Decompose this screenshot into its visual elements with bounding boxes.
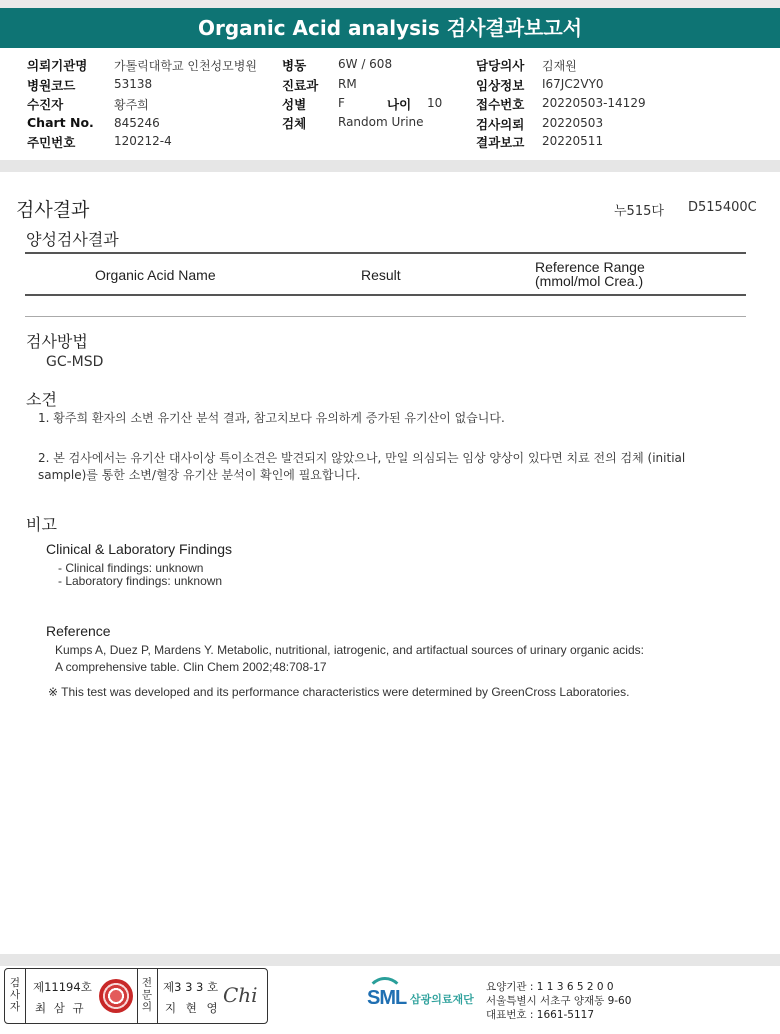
results-heading: 검사결과 [16,199,90,221]
receipt-no-label: 접수번호 [476,97,525,112]
request-date-value: 20220503 [542,116,604,130]
logo-sml-text: SML [367,987,407,1009]
laboratory-findings-item: - Laboratory findings: unknown [58,574,223,588]
clinical-findings-item: - Clinical findings: unknown [58,561,204,575]
column-header-reference [535,260,645,288]
specimen-label: 검체 [282,116,307,131]
phone: 대표번호 : 1661-5117 [486,1009,595,1021]
department-label: 진료과 [282,78,319,93]
hospital-code-label: 병원코드 [27,78,76,93]
remarks-heading: 비고 [26,515,57,534]
department-value: RM [338,77,357,91]
section-divider [25,316,746,317]
sig-divider-2 [137,969,138,1023]
test-code-kr: 누515다 [614,204,664,219]
footer-band [0,954,780,966]
clinical-info-label: 임상정보 [476,78,525,93]
column-header-result: Result [361,267,401,283]
positive-results-heading: 양성검사결과 [26,230,119,249]
examiner-label-text: 검사자 [9,977,21,1013]
collector-value: 황주희 [114,98,149,112]
examiner-label [7,977,23,1031]
sig-divider-1 [25,969,26,1023]
signature-box [4,968,268,1024]
ward-value: 6W / 608 [338,57,393,71]
specialist-label [139,977,155,1031]
specimen-value: Random Urine [338,115,424,129]
report-date-label: 결과보고 [476,135,525,150]
reference-line-2: A comprehensive table. Clin Chem 2002;48:708-17 [55,660,327,674]
chart-no-value: 845246 [114,116,160,130]
specialist-name: 지 현 영 [165,1001,221,1015]
test-code: D515400C [688,200,757,215]
specialist-label-text: 전문의 [141,977,153,1013]
institution-number: 요양기관 : 1 1 3 6 5 2 0 0 [486,981,614,993]
age-label: 나이 [387,97,412,112]
request-date-label: 검사의뢰 [476,117,525,132]
ward-label: 병동 [282,58,307,73]
sig-divider-3 [157,969,158,1023]
hospital-code-value: 53138 [114,77,153,91]
top-strip [0,0,780,8]
sex-label: 성별 [282,97,307,112]
clinical-findings-heading: Clinical & Laboratory Findings [46,541,232,557]
report-date-value: 20220511 [542,134,604,148]
finding-item-1: 1. 황주희 환자의 소변 유기산 분석 결과, 참고치보다 유의하게 증가된 유기산이 없습니다. [38,411,505,425]
clinical-info-value: I67JC2VY0 [542,77,604,91]
method-heading: 검사방법 [26,332,88,351]
doctor-value: 김재원 [542,59,577,73]
official-seal-icon [99,979,133,1013]
method-value: GC-MSD [46,354,104,370]
table-bottom-rule [25,294,746,296]
findings-heading: 소견 [26,390,57,409]
examiner-name: 최 삼 규 [35,1001,86,1015]
receipt-no-value: 20220503-14129 [542,96,646,110]
report-title: Organic Acid analysis 검사결과보고서 [0,8,780,48]
handwritten-signature: Chi [223,983,258,1007]
reference-line-1: Kumps A, Duez P, Mardens Y. Metabolic, nutritional, iatrogenic, and artifactual sources of urinary organic acids: [55,643,644,657]
finding-item-2-line-2: sample)를 통한 소변/혈장 유기산 분석이 확인에 필요합니다. [38,468,361,482]
finding-item-2-line-1: 2. 본 검사에서는 유기산 대사이상 특이소견은 발견되지 않았으나, 만일 의심되는 임상 양상이 있다면 치료 전의 검체 (initial [38,451,686,465]
sex-value: F [338,96,345,110]
address: 서울특별시 서초구 양재동 9-60 [486,995,632,1007]
patient-info-block [0,48,780,160]
column-header-name: Organic Acid Name [95,267,216,283]
separator-band [0,160,780,172]
doctor-label: 담당의사 [476,58,525,73]
logo-org-name: 삼광의료재단 [410,993,474,1006]
institution-value: 가톨릭대학교 인천성모병원 [114,59,257,73]
performance-note: ※ This test was developed and its performance characteristics were determined by GreenCross Laboratories. [48,685,630,699]
chart-no-label: Chart No. [27,115,94,130]
table-top-rule [25,252,746,254]
resident-no-value: 120212-4 [114,134,172,148]
specialist-no: 제3 3 3 호 [163,980,219,994]
reference-range-unit: (mmol/mol Crea.) [535,273,644,289]
collector-label: 수진자 [27,97,64,112]
resident-no-label: 주민번호 [27,135,76,150]
reference-heading: Reference [46,623,111,639]
examiner-no: 제11194호 [33,980,92,994]
institution-label: 의뢰기관명 [27,58,88,73]
reference-range-label: Reference Range [535,259,645,275]
sml-logo [366,977,484,1017]
age-value: 10 [427,96,443,110]
